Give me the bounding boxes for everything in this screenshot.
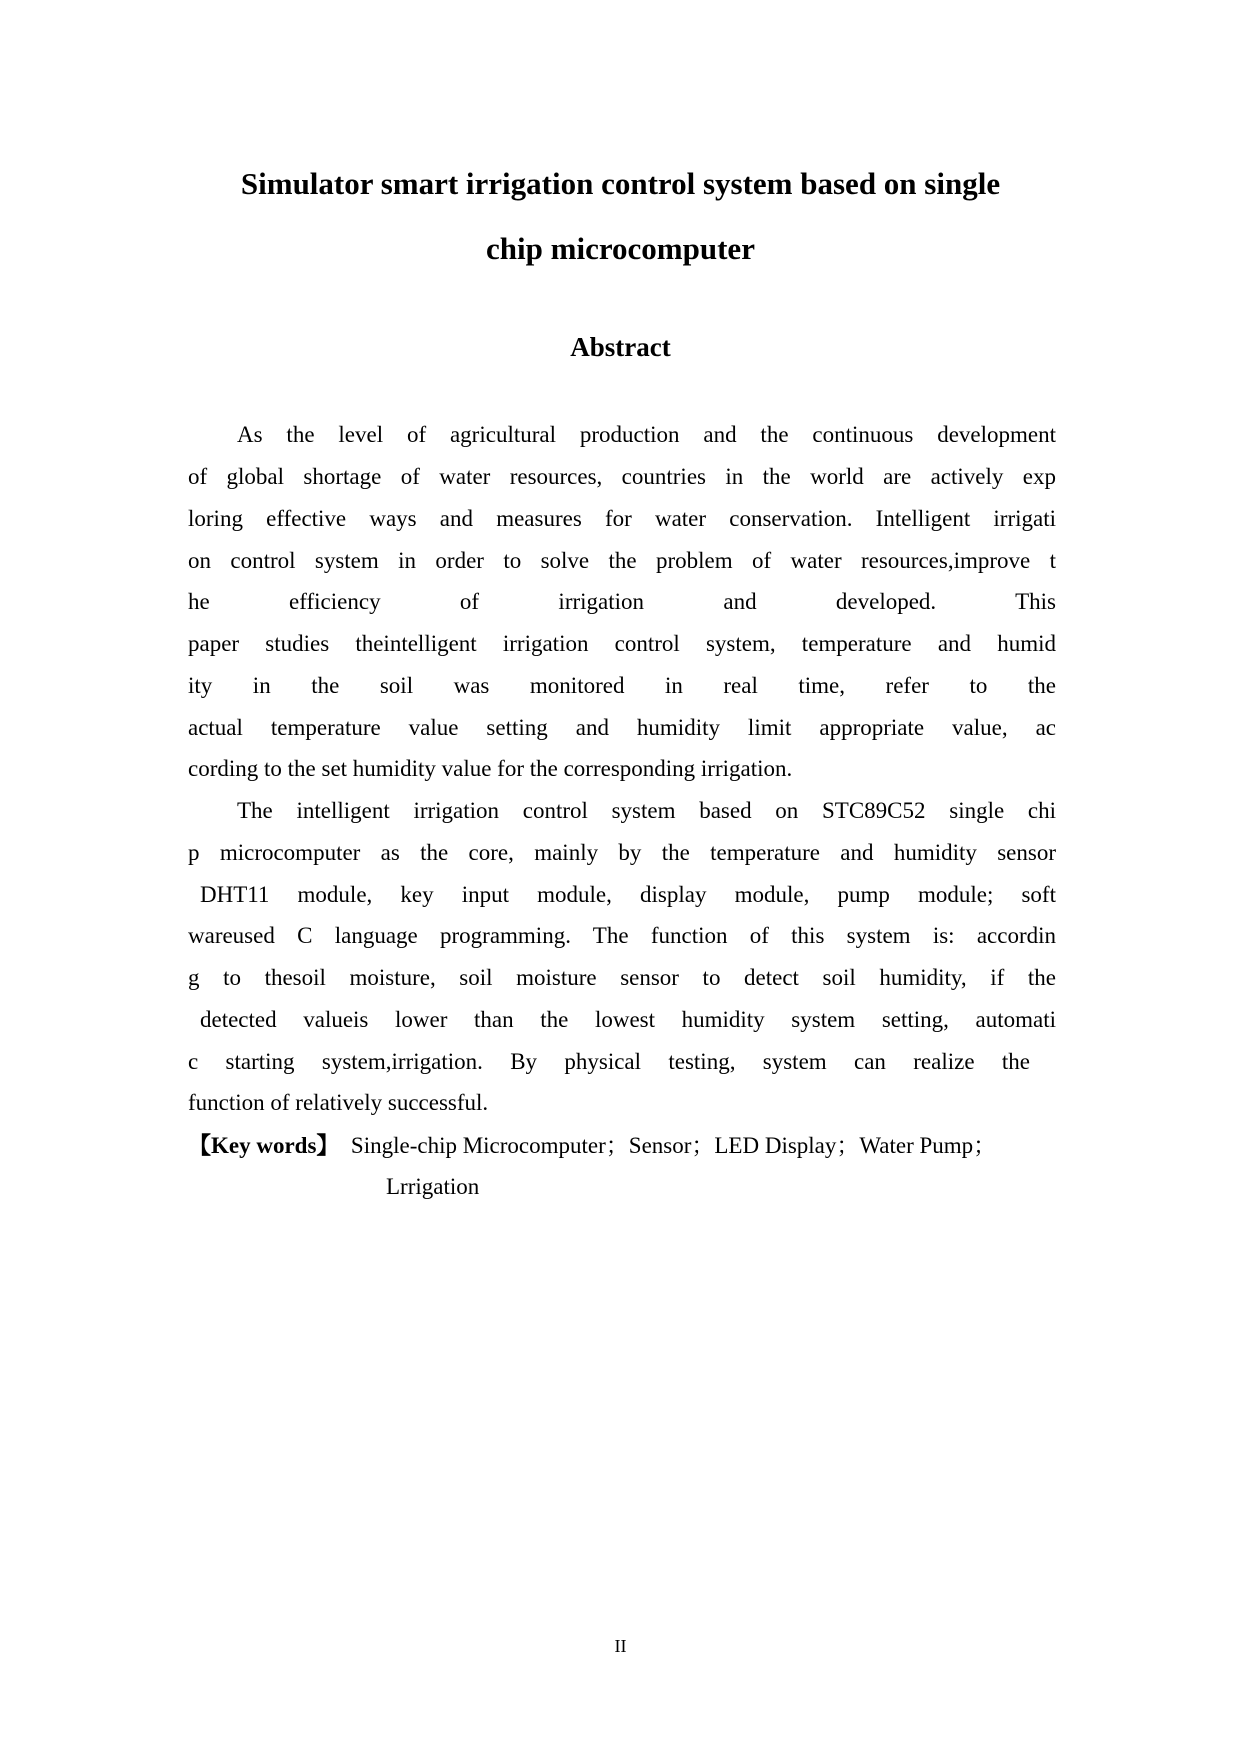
abstract-line: DHT11 module, key input module, display module, pump module; soft (200, 882, 1056, 907)
abstract-line: actual temperature value setting and humidity limit appropriate value, ac (188, 715, 1056, 740)
abstract-line: he efficiency of irrigation and developed. This (188, 589, 1056, 614)
abstract-line: c starting system,irrigation. By physical testing, system can realize the (188, 1049, 1030, 1074)
abstract-line: g to thesoil moisture, soil moisture sensor to detect soil humidity, if the (188, 965, 1056, 990)
abstract-line: loring effective ways and measures for water conservation. Intelligent irrigati (188, 506, 1056, 531)
abstract-line: paper studies theintelligent irrigation control system, temperature and humid (188, 631, 1056, 656)
keywords-label: 【Key words】 (188, 1133, 340, 1158)
abstract-line: As the level of agricultural production and the continuous development (237, 422, 1056, 447)
abstract-line: cording to the set humidity value for the corresponding irrigation. (188, 756, 793, 781)
keywords-line (188, 1131, 1056, 1161)
keywords-list: Single-chip Microcomputer；Sensor；LED Display；Water Pump； (350, 1133, 997, 1158)
page-number: II (614, 1636, 627, 1656)
abstract-line: p microcomputer as the core, mainly by the temperature and humidity sensor (188, 840, 1056, 865)
abstract-heading: Abstract (570, 332, 671, 362)
title-line-2: chip microcomputer (486, 231, 755, 266)
abstract-line: of global shortage of water resources, countries in the world are actively exp (188, 464, 1056, 489)
keywords-continuation: Lrrigation (386, 1174, 480, 1199)
title-line-1: Simulator smart irrigation control system based on single (240, 166, 1001, 201)
abstract-line: wareused C language programming. The function of this system is: accordin (188, 923, 1056, 948)
abstract-line: ity in the soil was monitored in real time, refer to the (188, 673, 1056, 698)
abstract-line: on control system in order to solve the problem of water resources,improve t (188, 548, 1056, 573)
abstract-line: The intelligent irrigation control system based on STC89C52 single chi (237, 798, 1056, 823)
abstract-line: function of relatively successful. (188, 1090, 489, 1115)
abstract-line: detected valueis lower than the lowest humidity system setting, automati (200, 1007, 1056, 1032)
